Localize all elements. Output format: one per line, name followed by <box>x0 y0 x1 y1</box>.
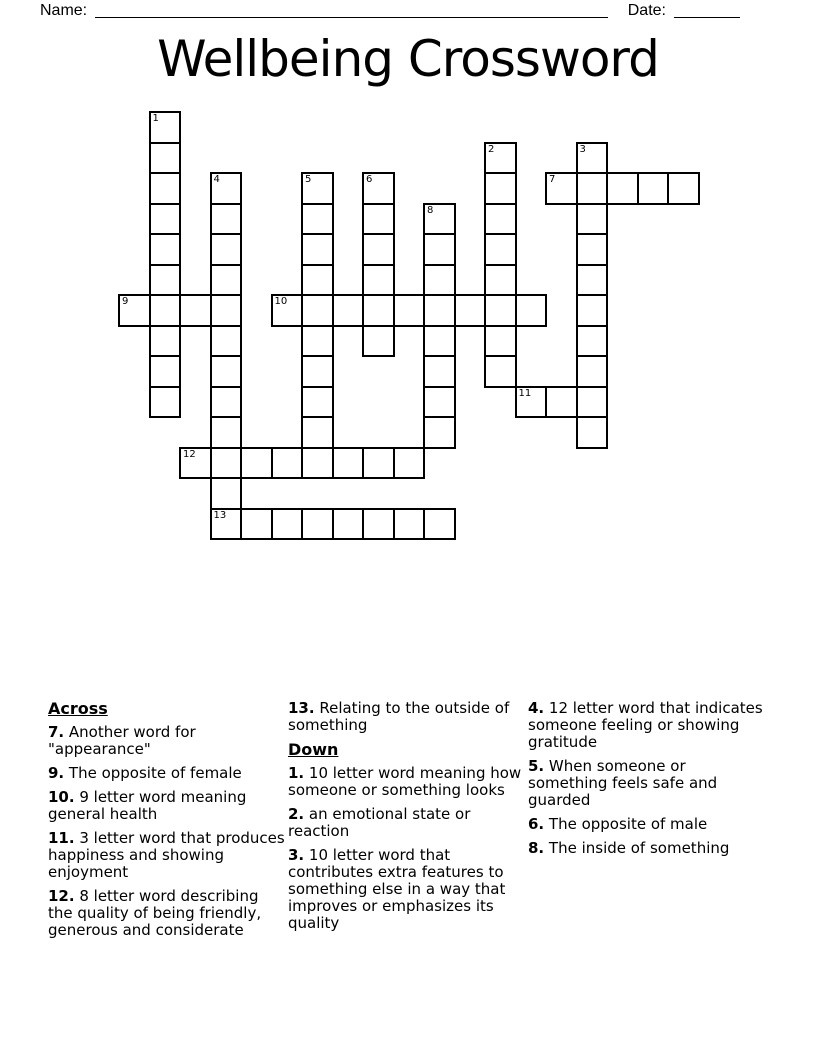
clue-down-3: 3. 10 letter word that contributes extra features to something else in a way that improves or emphasizes its quality <box>288 846 506 932</box>
grid-cell-r8-c6[interactable] <box>301 355 334 388</box>
grid-cell-r4-c12[interactable] <box>484 233 517 266</box>
grid-cell-r8-c15[interactable] <box>576 355 609 388</box>
grid-cell-r6-c10[interactable] <box>423 294 456 327</box>
grid-cell-r13-c4[interactable] <box>240 508 273 541</box>
name-date-header <box>40 1 740 19</box>
grid-cell-r9-c6[interactable] <box>301 386 334 419</box>
grid-cell-r2-c16[interactable] <box>606 172 639 205</box>
grid-cell-r2-c18[interactable] <box>667 172 700 205</box>
grid-cell-r7-c8[interactable] <box>362 325 395 358</box>
grid-cell-r1-c1[interactable] <box>149 142 182 175</box>
grid-cell-r6-c3[interactable] <box>210 294 243 327</box>
grid-cell-r13-c10[interactable] <box>423 508 456 541</box>
grid-cell-r6-c15[interactable] <box>576 294 609 327</box>
grid-cell-r8-c1[interactable] <box>149 355 182 388</box>
clue-down-1: 1. 10 letter word meaning how someone or something looks <box>288 764 522 799</box>
grid-cell-r11-c9[interactable] <box>393 447 426 480</box>
grid-cell-r3-c3[interactable] <box>210 203 243 236</box>
clues-column-3 <box>528 700 766 864</box>
grid-cell-r2-c6[interactable] <box>301 172 334 205</box>
grid-cell-r5-c10[interactable] <box>423 264 456 297</box>
clue-number: 5. <box>528 757 545 775</box>
grid-cell-r2-c15[interactable] <box>576 172 609 205</box>
clue-down-2: 2. an emotional state or reaction <box>288 805 471 840</box>
grid-cell-r13-c8[interactable] <box>362 508 395 541</box>
grid-cell-r6-c12[interactable] <box>484 294 517 327</box>
grid-cell-r11-c5[interactable] <box>271 447 304 480</box>
cell-number: 7 <box>549 174 556 185</box>
grid-cell-r1-c15[interactable] <box>576 142 609 175</box>
grid-cell-r6-c0[interactable] <box>118 294 151 327</box>
grid-cell-r6-c2[interactable] <box>179 294 212 327</box>
clue-number: 12. <box>48 887 75 905</box>
grid-cell-r4-c3[interactable] <box>210 233 243 266</box>
clue-number: 9. <box>48 764 65 782</box>
grid-cell-r13-c3[interactable] <box>210 508 243 541</box>
clues-column-2 <box>288 700 526 939</box>
page-title: Wellbeing Crossword <box>157 30 659 88</box>
grid-cell-r11-c6[interactable] <box>301 447 334 480</box>
grid-cell-r11-c2[interactable] <box>179 447 212 480</box>
clue-across-11: 11. 3 letter word that produces happiness and showing enjoyment <box>48 829 285 881</box>
name-blank-line[interactable] <box>95 2 608 18</box>
grid-cell-r9-c3[interactable] <box>210 386 243 419</box>
clue-number: 11. <box>48 829 75 847</box>
grid-cell-r7-c6[interactable] <box>301 325 334 358</box>
grid-cell-r2-c17[interactable] <box>637 172 670 205</box>
cell-number: 3 <box>579 143 586 155</box>
grid-cell-r7-c3[interactable] <box>210 325 243 358</box>
grid-cell-r7-c10[interactable] <box>423 325 456 358</box>
grid-cell-r6-c11[interactable] <box>454 294 487 327</box>
crossword-grid <box>118 111 698 538</box>
clue-across-9: 9. The opposite of female <box>48 764 242 782</box>
clue-number: 2. <box>288 805 305 823</box>
grid-cell-r4-c10[interactable] <box>423 233 456 266</box>
clue-down-6: 6. The opposite of male <box>528 815 708 833</box>
grid-cell-r6-c8[interactable] <box>362 294 395 327</box>
grid-cell-r3-c6[interactable] <box>301 203 334 236</box>
grid-cell-r2-c1[interactable] <box>149 172 182 205</box>
clue-number: 13. <box>288 699 315 717</box>
grid-cell-r3-c8[interactable] <box>362 203 395 236</box>
cell-number: 6 <box>366 174 373 185</box>
grid-cell-r1-c12[interactable] <box>484 142 517 175</box>
date-blank-line[interactable] <box>674 2 740 18</box>
clue-down-4: 4. 12 letter word that indicates someone feeling or showing gratitude <box>528 699 763 751</box>
grid-cell-r11-c7[interactable] <box>332 447 365 480</box>
grid-cell-r2-c14[interactable] <box>545 172 578 205</box>
grid-cell-r6-c5[interactable] <box>271 294 304 327</box>
grid-cell-r13-c6[interactable] <box>301 508 334 541</box>
grid-cell-r3-c15[interactable] <box>576 203 609 236</box>
cell-number: 9 <box>122 296 129 307</box>
grid-cell-r7-c15[interactable] <box>576 325 609 358</box>
grid-cell-r11-c8[interactable] <box>362 447 395 480</box>
clues-column-1 <box>48 700 286 946</box>
grid-cell-r5-c8[interactable] <box>362 264 395 297</box>
cell-number: 12 <box>183 448 196 460</box>
grid-cell-r6-c7[interactable] <box>332 294 365 327</box>
grid-cell-r11-c3[interactable] <box>210 447 243 480</box>
grid-cell-r5-c3[interactable] <box>210 264 243 297</box>
clue-number: 1. <box>288 764 305 782</box>
grid-cell-r9-c1[interactable] <box>149 386 182 419</box>
grid-cell-r11-c4[interactable] <box>240 447 273 480</box>
grid-cell-r2-c3[interactable] <box>210 172 243 205</box>
grid-cell-r0-c1[interactable] <box>149 111 182 144</box>
cell-number: 10 <box>274 296 288 307</box>
grid-cell-r6-c1[interactable] <box>149 294 182 327</box>
clue-across-13: 13. Relating to the outside of something <box>288 699 510 734</box>
down-heading: Down <box>288 740 339 759</box>
grid-cell-r2-c8[interactable] <box>362 172 395 205</box>
grid-cell-r8-c10[interactable] <box>423 355 456 388</box>
clue-number: 10. <box>48 788 75 806</box>
grid-cell-r7-c1[interactable] <box>149 325 182 358</box>
cell-number: 13 <box>213 509 227 521</box>
grid-cell-r13-c7[interactable] <box>332 508 365 541</box>
grid-cell-r12-c3[interactable] <box>210 477 243 510</box>
clue-across-12: 12. 8 letter word describing the quality of being friendly, generous and considerate <box>48 887 262 939</box>
clue-number: 3. <box>288 846 305 864</box>
grid-cell-r2-c12[interactable] <box>484 172 517 205</box>
grid-cell-r10-c15[interactable] <box>576 416 609 449</box>
grid-cell-r5-c12[interactable] <box>484 264 517 297</box>
cell-number: 8 <box>427 204 434 216</box>
grid-cell-r5-c6[interactable] <box>301 264 334 297</box>
date-label: Date: <box>627 2 666 19</box>
grid-cell-r8-c12[interactable] <box>484 355 517 388</box>
name-label: Name: <box>40 2 88 19</box>
clue-down-5: 5. When someone or something feels safe and guarded <box>528 757 718 809</box>
grid-cell-r6-c6[interactable] <box>301 294 334 327</box>
clue-number: 6. <box>528 815 545 833</box>
cell-number: 1 <box>152 113 159 124</box>
grid-cell-r13-c9[interactable] <box>393 508 426 541</box>
grid-cell-r10-c10[interactable] <box>423 416 456 449</box>
grid-cell-r6-c13[interactable] <box>515 294 548 327</box>
grid-cell-r6-c9[interactable] <box>393 294 426 327</box>
grid-cell-r9-c10[interactable] <box>423 386 456 419</box>
grid-cell-r5-c15[interactable] <box>576 264 609 297</box>
cell-number: 2 <box>488 143 495 155</box>
grid-cell-r3-c10[interactable] <box>423 203 456 236</box>
cell-number: 4 <box>213 174 220 185</box>
grid-cell-r4-c1[interactable] <box>149 233 182 266</box>
grid-cell-r3-c1[interactable] <box>149 203 182 236</box>
grid-cell-r9-c15[interactable] <box>576 386 609 419</box>
grid-cell-r4-c15[interactable] <box>576 233 609 266</box>
clue-across-7: 7. Another word for "appearance" <box>48 723 196 758</box>
clue-number: 4. <box>528 699 545 717</box>
across-heading: Across <box>48 699 108 718</box>
grid-cell-r7-c12[interactable] <box>484 325 517 358</box>
grid-cell-r4-c8[interactable] <box>362 233 395 266</box>
clue-number: 7. <box>48 723 65 741</box>
grid-cell-r9-c14[interactable] <box>545 386 578 419</box>
clue-number: 8. <box>528 839 545 857</box>
cell-number: 11 <box>518 387 532 399</box>
grid-cell-r8-c3[interactable] <box>210 355 243 388</box>
grid-cell-r5-c1[interactable] <box>149 264 182 297</box>
grid-cell-r3-c12[interactable] <box>484 203 517 236</box>
grid-cell-r10-c6[interactable] <box>301 416 334 449</box>
clue-across-10: 10. 9 letter word meaning general health <box>48 788 247 823</box>
grid-cell-r4-c6[interactable] <box>301 233 334 266</box>
cell-number: 5 <box>305 174 312 185</box>
grid-cell-r9-c13[interactable] <box>515 386 548 419</box>
grid-cell-r10-c3[interactable] <box>210 416 243 449</box>
grid-cell-r13-c5[interactable] <box>271 508 304 541</box>
clue-down-8: 8. The inside of something <box>528 839 730 857</box>
